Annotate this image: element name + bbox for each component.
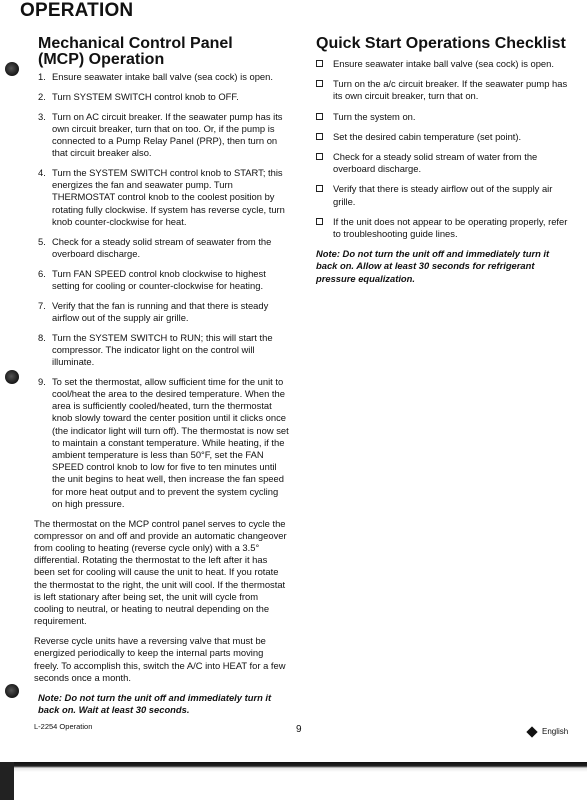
step-item (38, 236, 290, 260)
mcp-steps (38, 71, 290, 510)
punch-hole-icon (5, 370, 19, 384)
language-label: English (542, 727, 569, 736)
step-number: 5. (38, 235, 46, 247)
step-item (38, 167, 290, 228)
checklist-item (316, 111, 570, 123)
step-number: 9. (38, 375, 46, 387)
step-item (38, 332, 290, 369)
checklist-item (316, 151, 570, 175)
scan-bottom-edge (0, 762, 587, 800)
checklist-text: Ensure seawater intake ball valve (sea cock) is open. (333, 58, 554, 69)
checkbox-square-icon (316, 133, 323, 140)
step-item (38, 268, 290, 292)
checkbox-square-icon (316, 185, 323, 192)
checklist-items (316, 58, 570, 240)
mcp-section (34, 35, 290, 716)
checklist-item (316, 131, 570, 143)
checkbox-square-icon (316, 153, 323, 160)
step-number: 4. (38, 167, 46, 178)
step-text: Turn the SYSTEM SWITCH control knob to START; this energizes the fan and seawater pump. Turn THERMOSTAT control knob to the coolest position by rotating fully clockwise. If system has reverse cycle, turn knob counter-clockwise for heat. (52, 167, 285, 227)
thermostat-paragraph: The thermostat on the MCP control panel serves to cycle the compressor on and off and provide an automatic changeover from cooling to heating (reverse cycle only) with a 3.5° differential. Rotating the thermostat to the left after it has been set for cooling will cause the unit to heat. If you rotate the thermostat to the right, the unit will cool. If the thermostat is left stationary after being set, the unit will cycle from cooling to neutral, or heating to neutral depending on the requirement. (34, 517, 287, 627)
step-text: Turn FAN SPEED control knob clockwise to highest setting for cooling or counter-clockwise for heating. (52, 267, 266, 291)
mcp-title-line1: Mechanical Control Panel (38, 35, 233, 52)
checklist-text: If the unit does not appear to be operating properly, refer to troubleshooting guide lines. (333, 215, 568, 240)
step-text: Turn the SYSTEM SWITCH to RUN; this will start the compressor. The indicator light on the control will illuminate. (52, 331, 273, 368)
step-item (38, 376, 290, 510)
mcp-title (38, 36, 290, 68)
step-text: Check for a steady solid stream of seawater from the overboard discharge. (52, 235, 272, 259)
step-number: 2. (38, 90, 46, 102)
mcp-note: Note: Do not turn the unit off and immediately turn it back on. Wait at least 30 seconds. (38, 691, 272, 716)
checklist-text: Turn on the a/c circuit breaker. If the seawater pump has its own circuit breaker, turn that on. (333, 78, 568, 102)
step-text: Turn on AC circuit breaker. If the seawater pump has its own circuit breaker, turn that on too. Or, if the pump is connected to a Pump Relay Panel (PRP), then turn on that circuit breaker also. (52, 110, 283, 159)
checklist-item (316, 78, 570, 102)
checkbox-square-icon (316, 218, 323, 225)
step-number: 7. (38, 299, 46, 311)
checklist-text: Set the desired cabin temperature (set point). (333, 130, 522, 142)
diamond-icon (526, 726, 537, 737)
step-item (38, 91, 290, 103)
step-item (38, 111, 290, 160)
page-heading: OPERATION (20, 0, 134, 21)
checklist-title: Quick Start Operations Checklist (316, 35, 566, 52)
step-text: Turn SYSTEM SWITCH control knob to OFF. (52, 90, 239, 102)
checkbox-square-icon (316, 60, 323, 67)
step-item (38, 71, 290, 83)
checklist-item (316, 183, 570, 207)
scan-left-edge (0, 762, 14, 800)
checklist-section (316, 36, 570, 285)
checklist-text: Turn the system on. (333, 110, 416, 122)
step-number: 6. (38, 267, 46, 279)
checklist-item (316, 58, 570, 70)
reverse-cycle-paragraph: Reverse cycle units have a reversing valve that must be energized periodically to keep the internal parts moving freely. To accomplish this, switch the A/C into HEAT for a few seconds once a month. (34, 635, 286, 683)
step-number: 3. (38, 110, 46, 122)
punch-hole-icon (5, 684, 19, 698)
footer-language (528, 727, 568, 736)
checklist-text: Verify that there is steady airflow out of the supply air grille. (333, 183, 553, 207)
step-text: To set the thermostat, allow sufficient time for the unit to cool/heat the area to the desired temperature. When the area is sufficiently cooled/heated, turn the thermostat knob slowly toward the center position until it clicks once (the indicator light will turn off). The thermostat is now set to maintain a constant temperature. While heating, if the ambient temperature is less than 50°F, set the FAN SPEED control knob to low for five to ten minutes until the unit begins to heat well, then increase the fan speed for more heat output and to prevent the system cycling on high pressure. (52, 375, 289, 509)
page-number: 9 (296, 724, 302, 735)
checkbox-square-icon (316, 80, 323, 87)
step-text: Ensure seawater intake ball valve (sea cock) is open. (52, 71, 273, 82)
checkbox-square-icon (316, 113, 323, 120)
checklist-note: Note: Do not turn the unit off and immediately turn it back on. Allow at least 30 seconds for refrigerant pressure equalization. (316, 248, 550, 284)
step-item (38, 300, 290, 324)
checklist-text: Check for a steady solid stream of water from the overboard discharge. (333, 151, 538, 175)
mcp-title-line2: (MCP) Operation (38, 51, 165, 68)
step-number: 8. (38, 331, 46, 343)
step-number: 1. (38, 71, 46, 82)
punch-hole-icon (5, 62, 19, 76)
step-text: Verify that the fan is running and that there is steady airflow out of the supply air grille. (52, 299, 269, 323)
footer-doc-id: L-2254 Operation (34, 722, 93, 731)
checklist-item (316, 216, 570, 240)
